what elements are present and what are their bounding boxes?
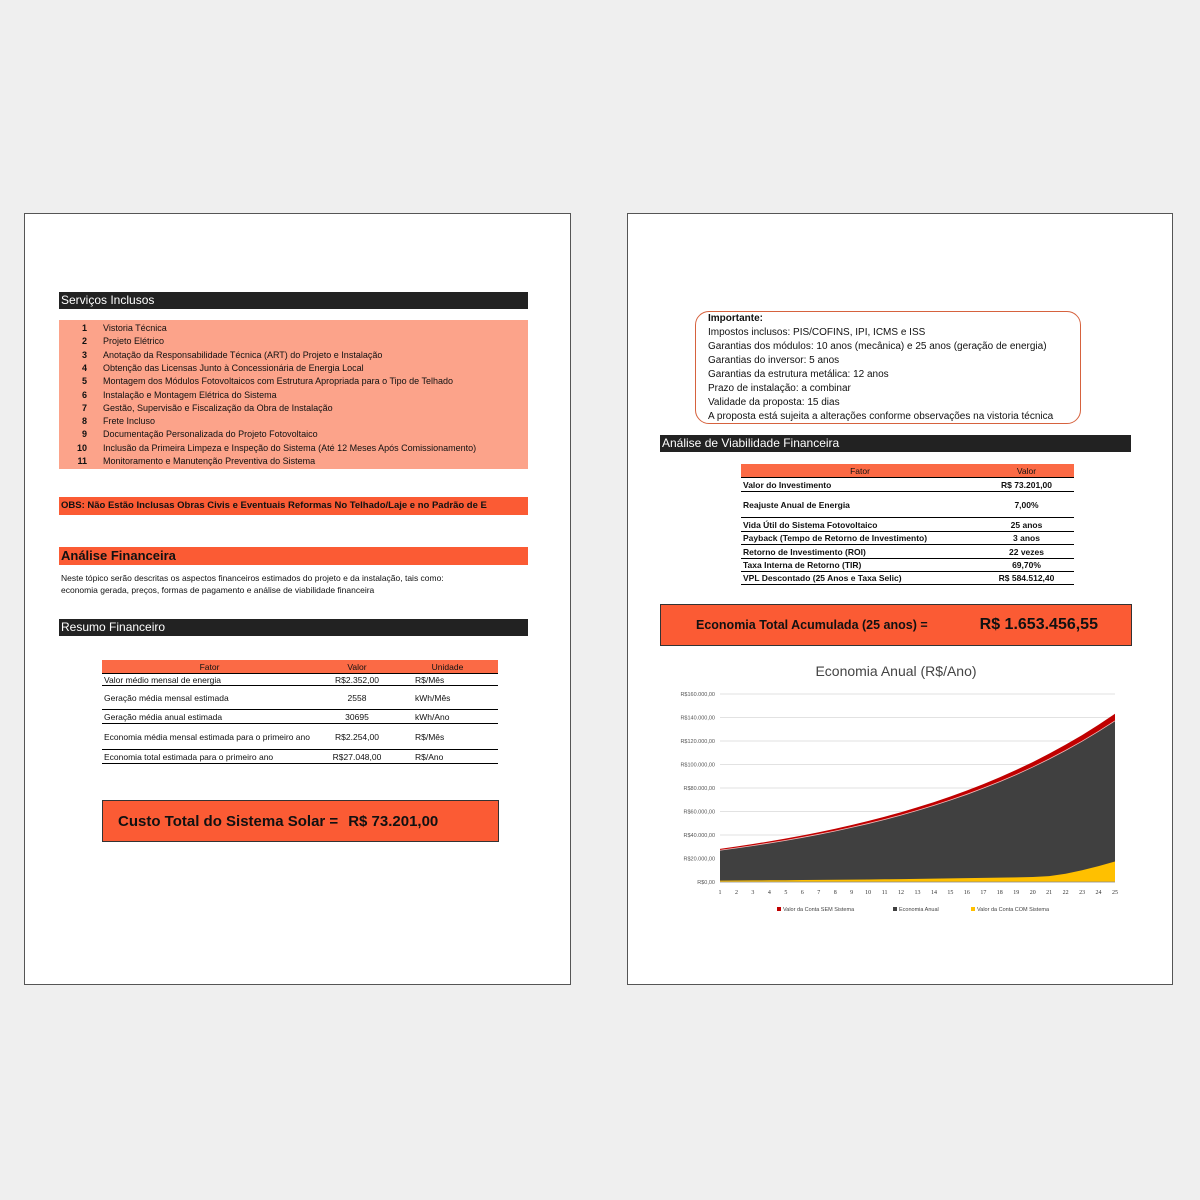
- y-tick-label: R$20.000,00: [683, 856, 715, 863]
- x-tick-label: 20: [1029, 890, 1036, 896]
- viability-cell-valor: 7,00%: [979, 492, 1074, 518]
- legend-swatch: [971, 907, 975, 911]
- service-text: Anotação da Responsabilidade Técnica (ART) do Projeto e Instalação: [103, 349, 383, 360]
- important-line: Validade da proposta: 15 dias: [708, 397, 840, 408]
- summary-cell-fator: Economia total estimada para o primeiro ano: [102, 750, 317, 764]
- summary-col-valor: Valor: [317, 660, 397, 674]
- summary-table-header: [102, 660, 498, 674]
- chart-title: Economia Anual (R$/Ano): [815, 663, 977, 679]
- viability-col-valor: Valor: [979, 464, 1074, 478]
- service-text: Documentação Personalizada do Projeto Fotovoltaico: [103, 429, 318, 440]
- page-right: [627, 213, 1173, 985]
- y-tick-label: R$140.000,00: [680, 715, 715, 722]
- x-tick-label: 14: [930, 890, 937, 896]
- economy-box: [660, 604, 1132, 646]
- x-tick-label: 6: [800, 890, 804, 896]
- legend-label: Valor da Conta SEM Sistema: [783, 907, 855, 913]
- y-tick-label: R$80.000,00: [683, 786, 715, 792]
- service-text: Gestão, Supervisão e Fiscalização da Obra de Instalação: [103, 402, 333, 413]
- important-box: [695, 311, 1081, 424]
- viability-row: [741, 478, 1074, 492]
- legend-swatch: [893, 907, 897, 911]
- viability-cell-valor: R$ 584.512,40: [979, 572, 1074, 585]
- x-tick-label: 18: [996, 890, 1003, 896]
- obs-banner: [59, 497, 528, 515]
- analysis-intro: [61, 572, 531, 596]
- service-number: 9: [81, 429, 87, 440]
- page-left: [24, 213, 571, 985]
- viability-title: Análise de Viabilidade Financeira: [662, 436, 840, 450]
- service-text: Frete Incluso: [103, 416, 156, 427]
- summary-row: [102, 674, 498, 686]
- service-number: 10: [76, 442, 87, 453]
- service-text: Vistoria Técnica: [103, 323, 167, 333]
- x-tick-label: 22: [1062, 890, 1069, 896]
- x-tick-label: 12: [898, 890, 905, 896]
- summary-cell-fator: Geração média anual estimada: [102, 710, 317, 724]
- y-tick-label: R$0,00: [697, 880, 715, 886]
- summary-table: [102, 660, 498, 764]
- x-tick-label: 13: [914, 890, 921, 896]
- total-cost-box: [102, 800, 499, 842]
- viability-cell-valor: R$ 73.201,00: [979, 478, 1074, 492]
- x-tick-label: 4: [767, 890, 771, 896]
- viability-row: [741, 559, 1074, 572]
- x-tick-label: 23: [1079, 890, 1086, 896]
- x-tick-label: 25: [1112, 890, 1118, 896]
- services-title: Serviços Inclusos: [61, 293, 155, 307]
- viability-table: [741, 464, 1074, 585]
- service-text: Projeto Elétrico: [103, 336, 165, 347]
- summary-cell-fator: Geração média mensal estimada: [102, 686, 317, 710]
- service-number: 11: [77, 456, 87, 466]
- services-header: [59, 292, 528, 309]
- important-line: Garantias do inversor: 5 anos: [708, 355, 840, 366]
- x-tick-label: 19: [1013, 890, 1020, 896]
- viability-row: [741, 545, 1074, 559]
- important-line: Garantias da estrutura metálica: 12 anos: [708, 369, 889, 380]
- important-line: Impostos inclusos: PIS/COFINS, IPI, ICMS e ISS: [708, 327, 926, 338]
- service-text: Montagem dos Módulos Fotovoltaicos com Estrutura Apropriada para o Tipo de Telhado: [103, 376, 454, 387]
- summary-cell-valor: R$2.254,00: [317, 724, 397, 750]
- summary-col-fator: Fator: [102, 660, 317, 674]
- summary-cell-valor: 2558: [317, 686, 397, 710]
- viability-cell-valor: 3 anos: [979, 532, 1074, 545]
- important-title: Importante:: [708, 313, 763, 324]
- service-number: 3: [81, 349, 87, 360]
- x-tick-label: 8: [833, 890, 837, 896]
- legend-label: Economia Anual: [899, 907, 939, 913]
- service-text: Obtenção das Licensas Junto à Concessionária de Energia Local: [103, 362, 364, 373]
- service-text: Monitoramento e Manutenção Preventiva do Sistema: [103, 456, 316, 466]
- summary-row: [102, 686, 498, 710]
- summary-row: [102, 750, 498, 764]
- viability-cell-fator: Vida Útil do Sistema Fotovoltaico: [741, 518, 979, 532]
- analysis-header: [59, 547, 528, 565]
- summary-cell-unidade: kWh/Mês: [397, 686, 498, 710]
- x-tick-label: 7: [817, 890, 821, 896]
- analysis-title: Análise Financeira: [61, 548, 176, 563]
- economy-label: Economia Total Acumulada (25 anos) =: [696, 618, 928, 632]
- economy-value: R$ 1.653.456,55: [979, 616, 1098, 633]
- viability-table-header: [741, 464, 1074, 478]
- summary-cell-unidade: R$/Mês: [397, 724, 498, 750]
- y-tick-label: R$60.000,00: [683, 809, 715, 816]
- legend-label: Valor da Conta COM Sistema: [977, 907, 1050, 913]
- x-tick-label: 2: [734, 890, 738, 896]
- services-list: [59, 320, 528, 469]
- x-tick-label: 21: [1046, 890, 1053, 896]
- summary-cell-valor: 30695: [317, 710, 397, 724]
- x-tick-label: 1: [718, 890, 722, 896]
- summary-cell-unidade: R$/Mês: [397, 674, 498, 686]
- x-tick-label: 15: [947, 890, 954, 896]
- viability-row: [741, 532, 1074, 545]
- service-number: 5: [81, 376, 87, 387]
- summary-col-unidade: Unidade: [397, 660, 498, 674]
- economy-chart: [660, 684, 1132, 924]
- legend-swatch: [777, 907, 781, 911]
- viability-cell-valor: 22 vezes: [979, 545, 1074, 559]
- obs-text: OBS: Não Estão Inclusas Obras Civis e Eventuais Reformas No Telhado/Laje e no Padrão de E: [61, 500, 487, 511]
- x-tick-label: 5: [784, 890, 788, 896]
- service-number: 8: [81, 416, 87, 427]
- y-tick-label: R$120.000,00: [680, 739, 715, 745]
- x-tick-label: 9: [850, 890, 854, 896]
- viability-cell-fator: Retorno de Investimento (ROI): [741, 545, 979, 559]
- summary-title: Resumo Financeiro: [61, 620, 166, 634]
- y-tick-label: R$160.000,00: [680, 692, 715, 698]
- viability-cell-fator: Reajuste Anual de Energia: [741, 492, 979, 518]
- summary-cell-valor: R$2.352,00: [317, 674, 397, 686]
- summary-row: [102, 710, 498, 724]
- viability-cell-fator: Taxa Interna de Retorno (TIR): [741, 559, 979, 572]
- viability-cell-valor: 69,70%: [979, 559, 1074, 572]
- important-line: Prazo de instalação: a combinar: [708, 383, 851, 394]
- viability-cell-fator: VPL Descontado (25 Anos e Taxa Selic): [741, 572, 979, 585]
- viability-cell-fator: Payback (Tempo de Retorno de Investimento): [741, 532, 979, 545]
- service-number: 2: [81, 336, 87, 347]
- analysis-intro-line-1: Neste tópico serão descritas os aspectos financeiros estimados do projeto e da instalação, tais como:: [61, 573, 444, 583]
- series-area-economia: [720, 721, 1115, 882]
- summary-cell-unidade: R$/Ano: [397, 750, 498, 764]
- total-cost-label: Custo Total do Sistema Solar =: [118, 812, 339, 830]
- summary-cell-fator: Valor médio mensal de energia: [102, 674, 317, 686]
- total-cost-value: R$ 73.201,00: [348, 812, 439, 830]
- important-lines: [708, 326, 1080, 424]
- important-line: A proposta está sujeita a alterações conforme observações na vistoria técnica: [708, 411, 1054, 422]
- x-tick-label: 17: [980, 890, 987, 896]
- analysis-intro-line-2: economia gerada, preços, formas de pagamento e análise de viabilidade financeira: [61, 585, 375, 595]
- service-text: Instalação e Montagem Elétrica do Sistema: [103, 389, 277, 400]
- service-number: 7: [81, 402, 87, 413]
- y-tick-label: R$100.000,00: [680, 762, 715, 769]
- x-tick-label: 3: [751, 890, 755, 896]
- x-tick-label: 16: [963, 890, 970, 896]
- summary-cell-valor: R$27.048,00: [317, 750, 397, 764]
- viability-row: [741, 572, 1074, 585]
- service-number: 1: [81, 323, 87, 333]
- service-number: 4: [81, 362, 87, 373]
- y-tick-label: R$40.000,00: [683, 833, 715, 839]
- viability-row: [741, 518, 1074, 532]
- service-text: Inclusão da Primeira Limpeza e Inspeção do Sistema (Até 12 Meses Após Comissionamento): [103, 442, 477, 453]
- service-number: 6: [81, 389, 87, 400]
- summary-cell-unidade: kWh/Ano: [397, 710, 498, 724]
- viability-header: [660, 435, 1131, 452]
- x-tick-label: 10: [865, 890, 872, 896]
- viability-cell-fator: Valor do Investimento: [741, 478, 979, 492]
- important-line: Garantias dos módulos: 10 anos (mecânica) e 25 anos (geração de energia): [708, 341, 1047, 352]
- summary-cell-fator: Economia média mensal estimada para o primeiro ano: [102, 724, 317, 750]
- summary-header: [59, 619, 528, 636]
- viability-col-fator: Fator: [741, 464, 979, 478]
- x-tick-label: 11: [881, 890, 888, 896]
- summary-row: [102, 724, 498, 750]
- viability-cell-valor: 25 anos: [979, 518, 1074, 532]
- x-tick-label: 24: [1095, 890, 1102, 896]
- viability-row: [741, 492, 1074, 518]
